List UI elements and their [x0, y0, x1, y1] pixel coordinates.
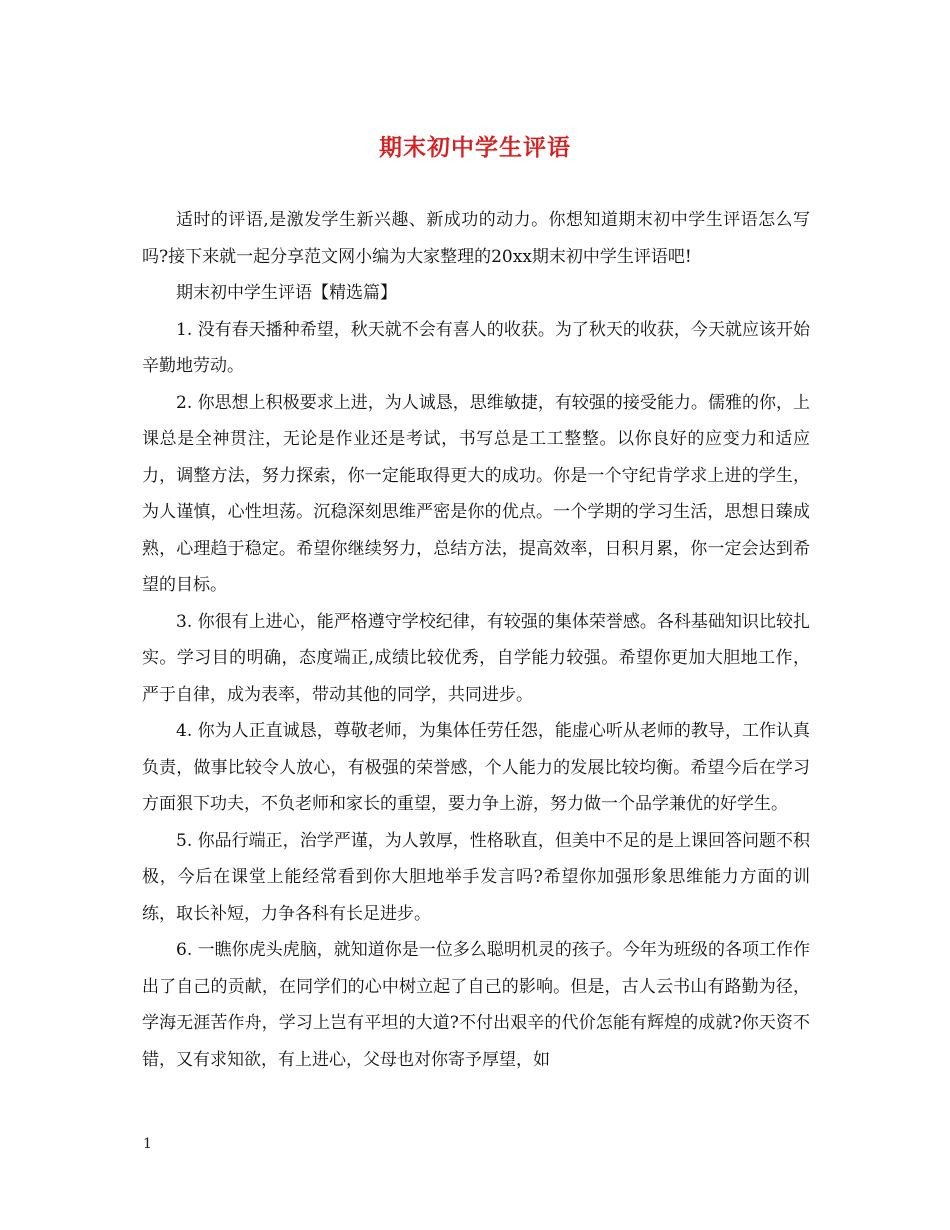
- section-heading: 期末初中学生评语【精选篇】: [176, 283, 397, 303]
- comment-paragraph-4: 4. 你为人正直诚恳，尊敬老师，为集体任劳任怨，能虚心听从老师的教导，工作认真负责，做事比较令人放心，有极强的荣誉感，个人能力的发展比较均衡。希望今后在学习方面狠下功夫，不负老师和家长的重望，要力争上游，努力做一个品学兼优的好学生。: [142, 721, 810, 814]
- page-number: 1: [143, 1136, 152, 1152]
- document-title: 期末初中学生评语: [379, 134, 571, 161]
- document-body: [142, 202, 810, 1078]
- comment-paragraph-2: 2. 你思想上积极要求上进，为人诚恳，思维敏捷，有较强的接受能力。儒雅的你，上课总是全神贯注，无论是作业还是考试，书写总是工工整整。以你良好的应变力和适应力，调整方法，努力探索，你一定能取得更大的成功。你是一个守纪肯学求上进的学生，为人谨慎，心性坦荡。沉稳深刻思维严密是你的优点。一个学期的学习生活，思想日臻成熟，心理趋于稳定。希望你继续努力，总结方法，提高效率，日积月累，你一定会达到希望的目标。: [142, 392, 810, 595]
- comment-paragraph-5: 5. 你品行端正，治学严谨，为人敦厚，性格耿直，但美中不足的是上课回答问题不积极，今后在课堂上能经常看到你大胆地举手发言吗?希望你加强形象思维能力方面的训练，取长补短，力争各科有长足进步。: [142, 830, 810, 924]
- comment-paragraph-1: 1. 没有春天播种希望，秋天就不会有喜人的收获。为了秋天的收获，今天就应该开始辛勤地劳动。: [142, 319, 810, 376]
- comment-paragraph-6: 6. 一瞧你虎头虎脑，就知道你是一位多么聪明机灵的孩子。今年为班级的各项工作作出了自己的贡献，在同学们的心中树立起了自己的影响。但是，古人云书山有路勤为径，学海无涯苦作舟，学习上岂有平坦的大道?不付出艰辛的代价怎能有辉煌的成就?你天资不错，又有求知欲，有上进心，父母也对你寄予厚望，如: [142, 940, 810, 1070]
- intro-paragraph: 适时的评语,是激发学生新兴趣、新成功的动力。你想知道期末初中学生评语怎么写吗?接下来就一起分享范文网小编为大家整理的20xx期末初中学生评语吧!: [142, 210, 810, 267]
- comment-paragraph-3: 3. 你很有上进心，能严格遵守学校纪律，有较强的集体荣誉感。各科基础知识比较扎实。学习目的明确，态度端正,成绩比较优秀，自学能力较强。希望你更加大胆地工作，严于自律，成为表率，带动其他的同学，共同进步。: [142, 611, 810, 705]
